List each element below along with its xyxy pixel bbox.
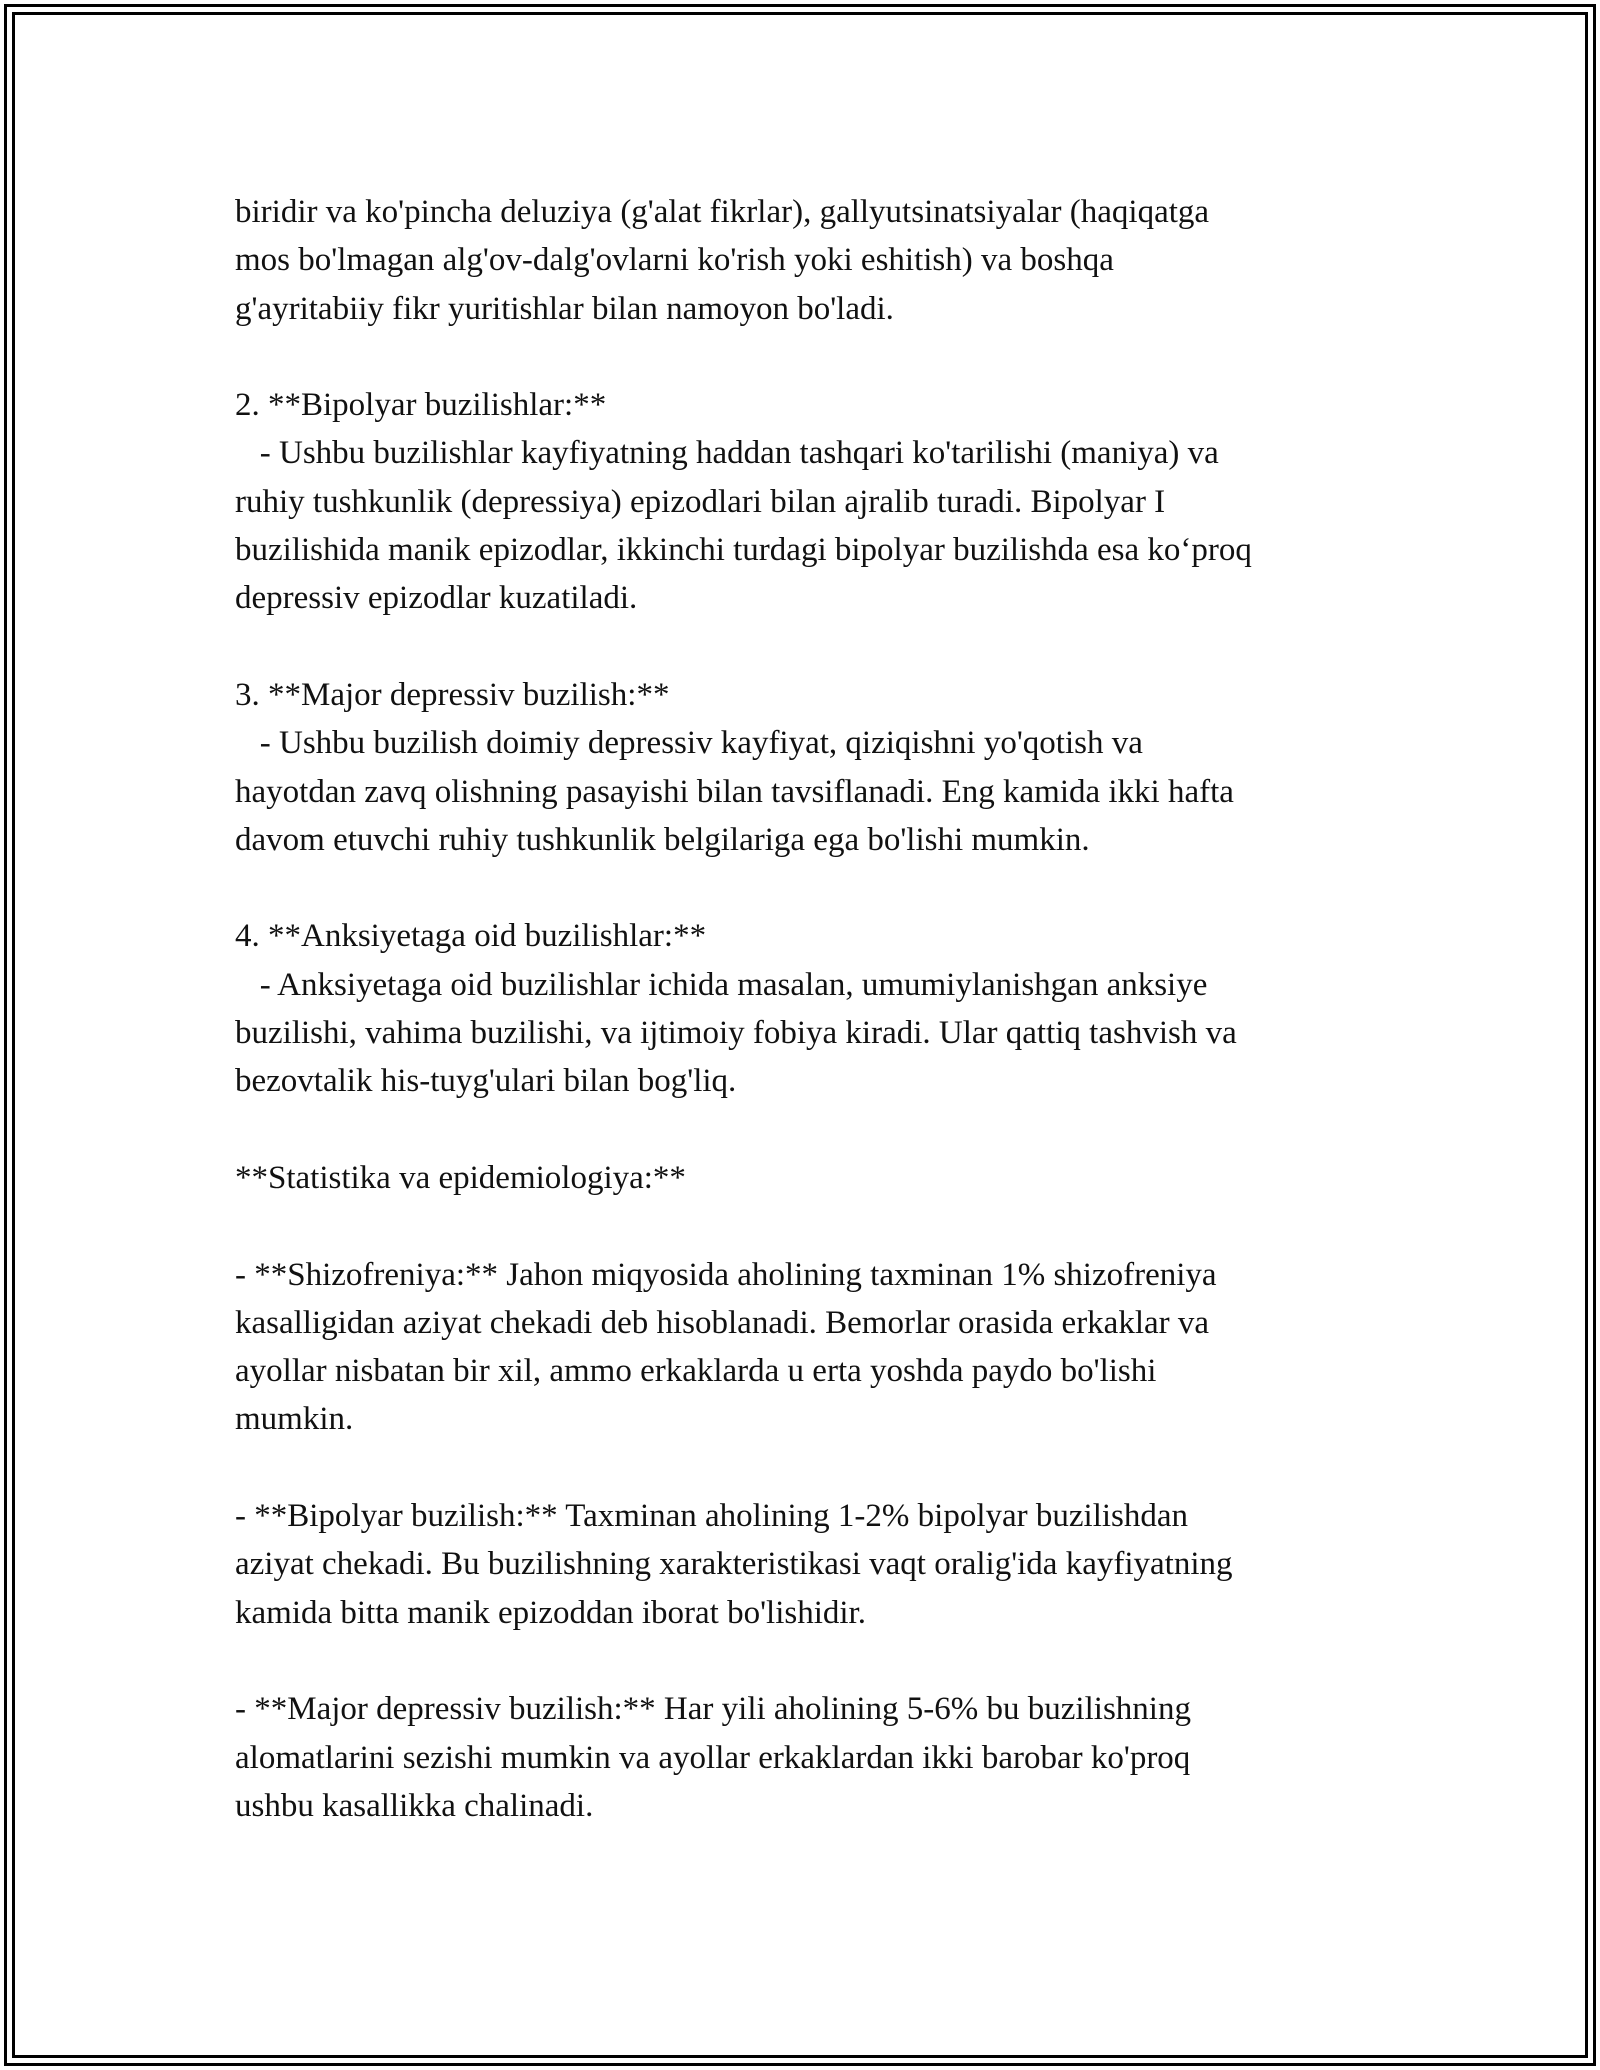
text-line: biridir va ko'pincha deluziya (g'alat fikrlar), gallyutsinatsiyalar (haqiqatga [235,194,1210,230]
text-line: - Ushbu buzilish doimiy depressiv kayfiyat, qiziqishni yo'qotish va [235,725,1143,762]
text-line: 4. **Anksiyetaga oid buzilishlar:** [235,918,707,955]
paragraph [235,1685,1425,1830]
paragraph [235,912,1425,1105]
text-line: kamida bitta manik epizoddan iborat bo'lishidir. [235,1594,866,1631]
text-line: - **Bipolyar buzilish:** Taxminan aholining 1-2% bipolyar buzilishdan [235,1498,1189,1535]
paragraph [235,1154,1425,1202]
text-line: hayotdan zavq olishning pasayishi bilan tavsiflanadi. Eng kamida ikki hafta [235,773,1234,810]
text-line: mos bo'lmagan alg'ov-dalg'ovlarni ko'rish yoki eshitish) va boshqa [235,242,1114,279]
paragraph [235,671,1425,864]
text-line: ruhiy tushkunlik (depressiya) epizodlari bilan ajralib turadi. Bipolyar I [235,483,1166,520]
text-line: buzilishi, vahima buzilishi, va ijtimoiy fobiya kiradi. Ular qattiq tashvish va [235,1015,1237,1052]
text-line: ushbu kasallikka chalinadi. [235,1787,594,1824]
paragraph [235,381,1425,622]
text-line: aziyat chekadi. Bu buzilishning xarakteristikasi vaqt oralig'ida kayfiyatning [235,1546,1233,1583]
text-line: mumkin. [235,1401,354,1438]
text-line: 2. **Bipolyar buzilishlar:** [235,387,607,424]
text-line: ayollar nisbatan bir xil, ammo erkaklarda u erta yoshda paydo bo'lishi [235,1353,1157,1390]
text-line: davom etuvchi ruhiy tushkunlik belgilariga ega bo'lishi mumkin. [235,821,1090,858]
text-line: g'ayritabiiy fikr yuritishlar bilan namoyon bo'ladi. [235,290,894,327]
text-line: - Ushbu buzilishlar kayfiyatning haddan tashqari ko'tarilishi (maniya) va [235,435,1219,472]
text-line: **Statistika va epidemiologiya:** [235,1159,686,1196]
text-line: - **Shizofreniya:** Jahon miqyosida aholining taxminan 1% shizofreniya [235,1256,1217,1293]
text-line: - Anksiyetaga oid buzilishlar ichida masalan, umumiylanishgan anksiye [235,966,1208,1003]
text-line: bezovtalik his-tuyg'ulari bilan bog'liq. [235,1063,737,1100]
text-line: - **Major depressiv buzilish:** Har yili aholining 5-6% bu buzilishning [235,1691,1191,1728]
text-line: 3. **Major depressiv buzilish:** [235,676,670,713]
text-line: kasalligidan aziyat chekadi deb hisoblanadi. Bemorlar orasida erkaklar va [235,1304,1210,1341]
text-line: depressiv epizodlar kuzatiladi. [235,580,638,617]
paragraph [235,1492,1425,1637]
document-body [235,188,1425,1830]
paragraph [235,188,1425,333]
paragraph [235,1251,1425,1444]
text-line: alomatlarini sezishi mumkin va ayollar erkaklardan ikki barobar ko'proq [235,1739,1191,1776]
text-line: buzilishida manik epizodlar, ikkinchi turdagi bipolyar buzilishda esa ko‘proq [235,532,1252,569]
